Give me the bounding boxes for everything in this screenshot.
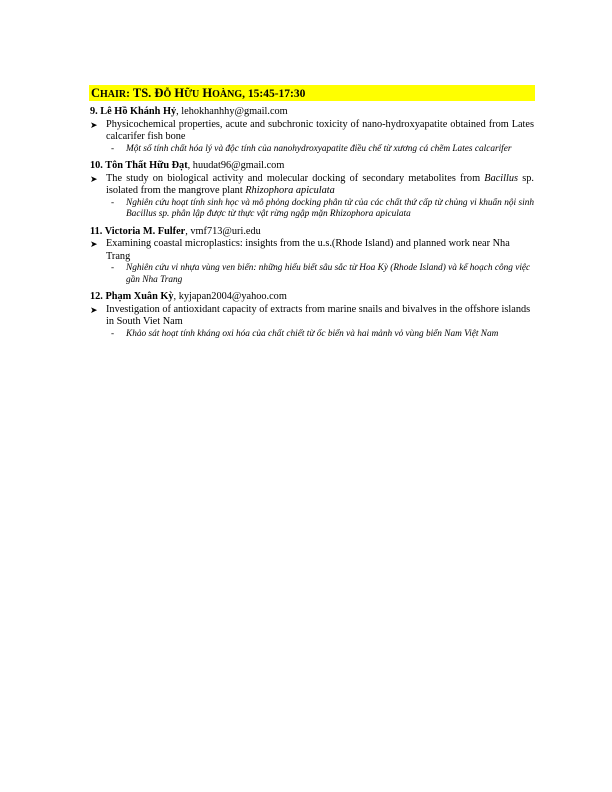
- english-title: ➤ The study on biological activity and molecular docking of secondary metabolites from Bacillus sp. isolated from the mangrove plant Rhizophora apiculata: [90, 172, 534, 196]
- presentation-list: [90, 106, 534, 345]
- english-title: ➤ Examining coastal microplastics: insights from the u.s.(Rhode Island) and planned work near Nha Trang: [90, 238, 510, 262]
- author-line: [90, 226, 534, 239]
- author-email: , vmf713@uri.edu: [185, 225, 261, 237]
- session-chair-banner: [89, 85, 535, 101]
- author-name: 12. Phạm Xuân Kỳ: [90, 291, 174, 302]
- arrowhead-bullet-icon: ➤: [90, 239, 98, 249]
- author-email: , huudat96@gmail.com: [187, 160, 285, 171]
- presentation-entry: [90, 226, 534, 287]
- arrowhead-bullet-icon: ➤: [90, 173, 98, 184]
- author-name: 10. Tôn Thất Hữu Đạt: [90, 160, 188, 171]
- author-line: [90, 160, 534, 173]
- vietnamese-title: - Khảo sát hoạt tính kháng oxi hóa của chất chiết từ ốc biển và hai mảnh vỏ vùng biển Nam Việt Nam: [111, 328, 499, 339]
- presentation-entry: [90, 160, 534, 221]
- dash-bullet-icon: -: [111, 328, 115, 339]
- presentation-entry: [90, 106, 534, 155]
- author-line: [90, 106, 534, 119]
- author-name: 11. Victoria M. Fulfer: [90, 225, 186, 237]
- author-email: , lehokhanhhy@gmail.com: [176, 106, 288, 117]
- dash-bullet-icon: -: [111, 197, 115, 208]
- presentation-entry: [90, 291, 534, 340]
- vietnamese-title: - Một số tính chất hóa lý và độc tính của nanohydroxyapatite điều chế từ xương cá chẽm Lates calcarifer: [111, 143, 512, 154]
- session-chair-heading: CHAIR: TS. ĐỖ HỮU HOÀNG, 15:45-17:30: [91, 86, 306, 100]
- vietnamese-title: - Nghiên cứu vi nhựa vùng ven biển: những hiểu biết sâu sắc từ Hoa Kỳ (Rhode Island) và kế hoạch công việc gần Nha Trang: [111, 263, 531, 285]
- author-name: 9. Lê Hồ Khánh Hỷ: [90, 106, 177, 117]
- arrowhead-bullet-icon: ➤: [90, 304, 98, 315]
- vietnamese-title: - Nghiên cứu hoạt tính sinh học và mô phỏng docking phân tử của các chất thứ cấp từ chủng vi khuẩn nội sinh Bacillus sp. phân lập được từ thực vật rừng ngập mặn Rhizophora apiculata: [111, 197, 534, 219]
- english-title: ➤ Investigation of antioxidant capacity of extracts from marine snails and bivalves in the offshore islands in South Viet Nam: [90, 303, 531, 327]
- arrowhead-bullet-icon: ➤: [90, 119, 98, 130]
- dash-bullet-icon: -: [111, 263, 115, 273]
- author-email: , kyjapan2004@yahoo.com: [173, 291, 287, 302]
- author-line: [90, 291, 534, 304]
- dash-bullet-icon: -: [111, 143, 115, 154]
- english-title: ➤ Physicochemical properties, acute and subchronic toxicity of nano-hydroxyapatite obtained from Lates calcarifer fish bone: [90, 118, 534, 142]
